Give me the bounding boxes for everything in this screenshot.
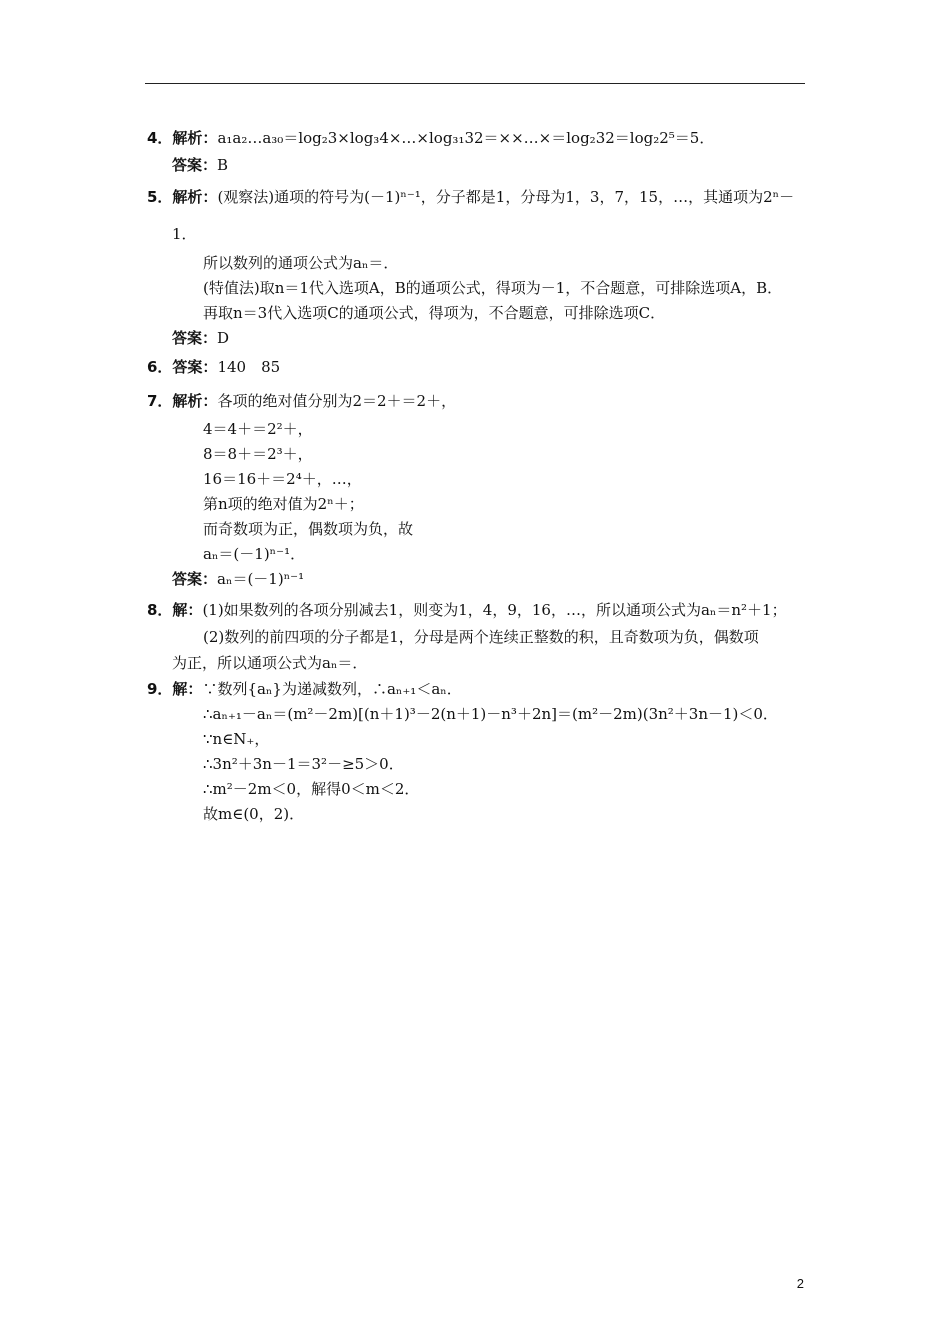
q9-line: ∵n∈N₊， [203, 730, 270, 748]
q9-line: ∴aₙ₊₁－aₙ＝(m²－2m)[(n＋1)³－2(n＋1)－n³＋2n]＝(m²－2m)(3n²＋3n－1)＜0． [203, 705, 778, 723]
q8-line: 为正，所以通项公式为aₙ＝． [172, 654, 368, 672]
q5-line: (特值法)取n＝1代入选项A，B的通项公式，得项为－1，不合题意，可排除选项A，B． [203, 279, 783, 297]
q7-line: 16＝16＋＝2⁴＋，…， [203, 470, 362, 488]
q7-line: 4＝4＋＝2²＋， [203, 420, 313, 438]
q9-line: ∴m²－2m＜0，解得0＜m＜2． [203, 780, 420, 798]
q6-answer: 6．答案：140 85 [147, 358, 281, 376]
q5-line: 1． [172, 225, 197, 243]
q9-solution: 9．解：∵数列{aₙ}为递减数列，∴aₙ₊₁＜aₙ． [147, 680, 462, 698]
q9-line: 故m∈(0，2)． [203, 805, 305, 823]
q4-answer: 答案：B [172, 156, 229, 174]
header-rule [145, 83, 805, 84]
q5-line: 再取n＝3代入选项C的通项公式，得项为，不合题意，可排除选项C． [203, 304, 666, 322]
q7-line: 第n项的绝对值为2ⁿ＋； [203, 495, 364, 513]
q5-line: 所以数列的通项公式为aₙ＝． [203, 254, 399, 272]
q4-analysis: 4．解析：a₁a₂…a₃₀＝log₂3×log₃4×…×log₃₁32＝××…×＝log₂32＝log₂2⁵＝5． [147, 129, 715, 147]
q7-analysis: 7．解析：各项的绝对值分别为2＝2＋＝2＋， [147, 392, 457, 410]
q8-solution: 8．解：(1)如果数列的各项分别减去1，则变为1，4，9，16，…，所以通项公式为aₙ＝n²＋1； [147, 601, 787, 619]
q8-line: (2)数列的前四项的分子都是1，分母是两个连续正整数的积，且奇数项为负，偶数项 [203, 628, 759, 646]
page-number: 2 [796, 1276, 804, 1291]
q7-answer: 答案：aₙ＝(－1)ⁿ⁻¹ [172, 570, 305, 588]
q5-answer: 答案：D [172, 329, 230, 347]
q5-analysis: 5．解析：(观察法)通项的符号为(－1)ⁿ⁻¹，分子都是1，分母为1，3，7，15，…，其通项为2ⁿ－ [147, 188, 795, 206]
q7-line: aₙ＝(－1)ⁿ⁻¹． [203, 545, 306, 563]
q7-line: 8＝8＋＝2³＋， [203, 445, 313, 463]
q9-line: ∴3n²＋3n－1＝3²－≥5＞0． [203, 755, 404, 773]
q7-line: 而奇数项为正，偶数项为负，故 [203, 520, 414, 538]
